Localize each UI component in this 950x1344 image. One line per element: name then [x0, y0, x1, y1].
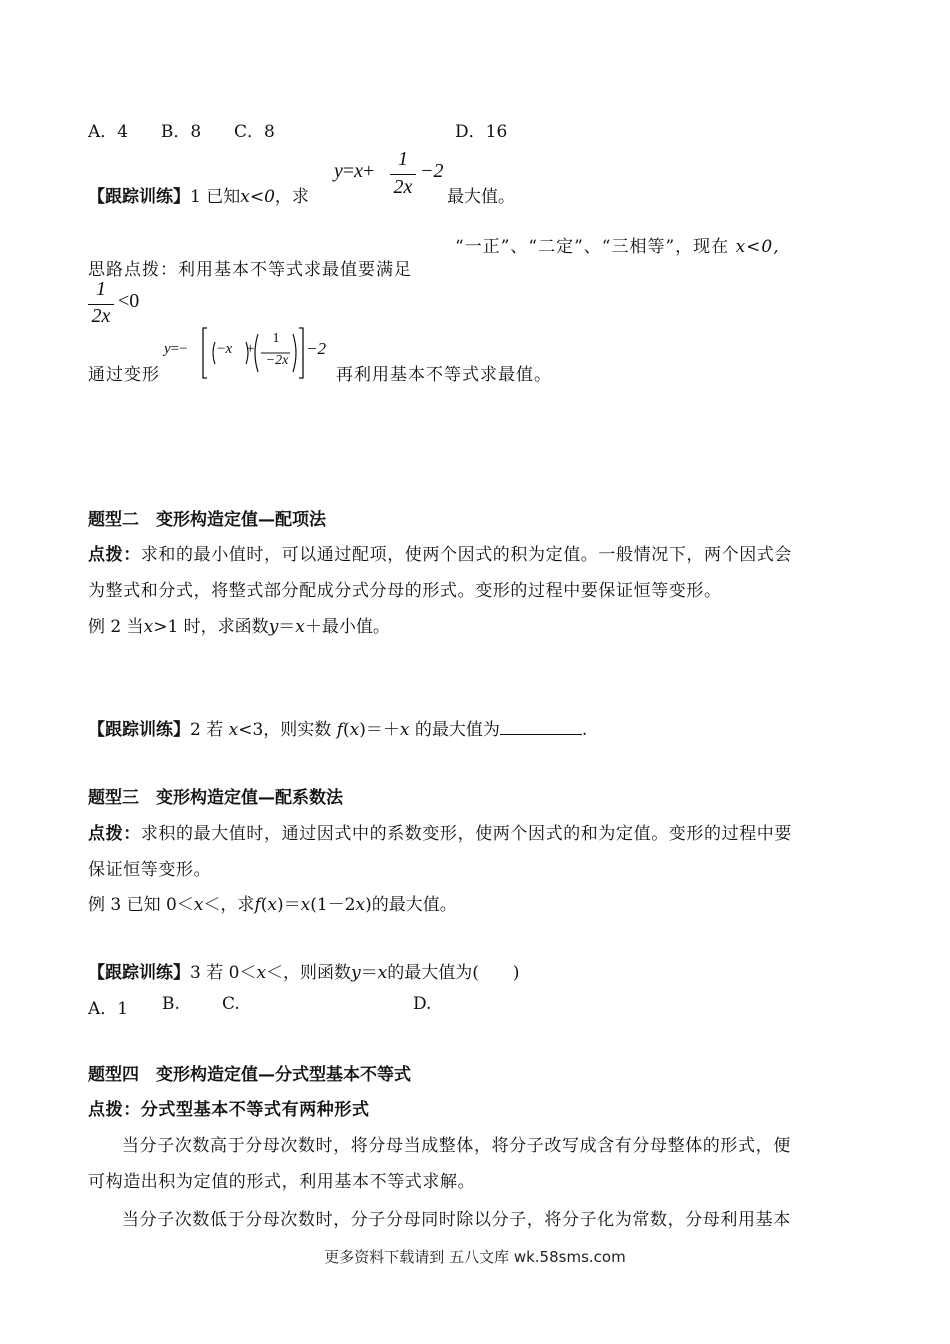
sec3-title: 题型三 变形构造定值—配系数法: [88, 788, 343, 808]
formula2-neg: −: [217, 341, 226, 357]
option-a: A．4: [88, 122, 129, 142]
option-c: C．8: [234, 122, 275, 142]
formula2-y: y: [164, 341, 171, 357]
train3-option-c: C.: [222, 994, 240, 1014]
sec3-example-b: ＜，求: [203, 895, 255, 915]
train3-x2: x: [377, 963, 388, 983]
formula1-den: 2x: [393, 176, 413, 198]
sec2-example-mid: >1 时，求函数: [153, 617, 269, 637]
formula2-num: 1: [272, 331, 280, 346]
formula2-den: −2x: [265, 353, 289, 368]
sec3-hint-line2: 保证恒等变形。: [88, 860, 212, 880]
sec2-example-end: ＋最小值。: [304, 617, 390, 637]
sec2-example-eq: ＝: [278, 617, 296, 637]
train3-line: [88, 958, 520, 983]
train3-option-a: A．1: [88, 999, 129, 1019]
formula2-minus: −2: [306, 339, 326, 358]
ineq-den: 2x: [91, 305, 111, 327]
formula2-plus: +: [246, 341, 255, 357]
train2-num: 2: [190, 720, 201, 740]
train2-x3: x: [399, 720, 410, 740]
sec4-hint: 点拨：分式型基本不等式有两种形式: [88, 1100, 370, 1120]
sec2-hint-label: 点拨：: [88, 545, 141, 565]
train2-tag: 【跟踪训练】: [88, 720, 190, 740]
train3-tag: 【跟踪训练】: [88, 963, 190, 983]
sec3-example: [88, 890, 457, 915]
hint1-cond: x<0,: [735, 237, 780, 257]
train2-x: x: [228, 720, 239, 740]
sec2-example-a: 例 2 当: [88, 617, 144, 637]
train2-a: 若: [206, 720, 224, 740]
ineq-rhs: <0: [118, 290, 140, 312]
sec2-example-x: x: [143, 617, 154, 637]
train3-a: 若 0＜: [206, 963, 257, 983]
hint1-quote: “一正”、“二定”、“三相等”，现在: [455, 237, 730, 257]
sec3-example-d: )＝: [276, 895, 301, 915]
train3-num: 3: [190, 963, 201, 983]
train3-c: ＝: [360, 963, 378, 983]
hint1-transform-suffix: 再利用基本不等式求最值。: [336, 365, 552, 385]
train3-option-d: D.: [413, 994, 432, 1014]
train1-text-a: 已知: [206, 187, 241, 207]
train2-b: <3，则实数: [238, 720, 332, 740]
formula2-x: x: [225, 341, 233, 357]
formula2-lhs: [164, 341, 188, 358]
sec3-example-x3: x: [300, 895, 311, 915]
formula1-minus: −2: [420, 160, 444, 182]
train2-x2: x: [349, 720, 360, 740]
sec2-title: 题型二 变形构造定值—配项法: [88, 510, 326, 530]
formula1-left: [334, 160, 374, 183]
hint1-label: 思路点拨：利用基本不等式求最值要满足: [88, 260, 412, 280]
train3-d: 的最大值为( ): [387, 963, 520, 983]
sec4-p1-line1: 当分子次数高于分母次数时，将分母当成整体，将分子改写成含有分母整体的形式，便: [122, 1136, 791, 1156]
sec4-p2-line1: 当分子次数低于分母次数时，分子分母同时除以分子，将分子化为常数，分母利用基本: [122, 1210, 791, 1230]
sec3-example-x: x: [193, 895, 204, 915]
formula1-fraction-bar: [390, 174, 416, 175]
q1-options: [88, 117, 275, 142]
sec3-example-a: 例 3 已知 0＜: [88, 895, 194, 915]
sec2-hint-line1: [88, 540, 792, 565]
sec3-example-c: (: [260, 895, 268, 915]
hint1-transform-prefix: 通过变形: [88, 365, 160, 385]
train2-f: f: [336, 720, 343, 740]
hint1-quote-line: [455, 232, 780, 257]
sec3-example-f: f: [254, 895, 261, 915]
train1-cond: x<0: [240, 187, 275, 207]
train2-end: .: [581, 720, 588, 740]
option-b: B．8: [160, 122, 202, 142]
formula1-x: x: [354, 160, 364, 182]
formula1-num: 1: [398, 148, 408, 170]
sec3-example-f-end: )的最大值。: [365, 895, 457, 915]
train2-c: (: [343, 720, 350, 740]
train2-line: [88, 715, 587, 740]
formula2-inner: [217, 341, 232, 358]
option-d: D．16: [455, 122, 508, 142]
sec3-hint-text1: 求积的最大值时，通过因式中的系数变形，使两个因式的和为定值。变形的过程中要: [140, 824, 793, 844]
formula1-plus: +: [363, 160, 375, 182]
sec3-hint-line1: [88, 819, 792, 844]
train2-d: )＝＋: [359, 720, 400, 740]
ineq-num: 1: [96, 278, 106, 300]
formula2-eq: =−: [170, 341, 188, 357]
sec3-hint-label: 点拨：: [88, 824, 141, 844]
page-footer: 更多资料下载请到 五八文库 wk.58sms.com: [324, 1248, 626, 1266]
train2-answer-blank: [500, 717, 582, 735]
train3-option-b: B.: [162, 994, 180, 1014]
train1-text-c: 最大值。: [447, 187, 515, 207]
sec3-example-x4: x: [355, 895, 366, 915]
sec3-example-x2: x: [267, 895, 277, 915]
sec2-example: [88, 612, 390, 637]
sec2-hint-text1: 求和的最小值时，可以通过配项，使两个因式的积为定值。一般情况下，两个因式会: [140, 545, 793, 565]
sec2-example-x2: x: [295, 617, 305, 637]
train3-b: ＜，则函数: [266, 963, 352, 983]
train1-line: [88, 182, 309, 207]
train1-num: 1: [190, 187, 201, 207]
train3-x: x: [256, 963, 267, 983]
sec4-title: 题型四 变形构造定值—分式型基本不等式: [88, 1065, 411, 1085]
train1-tag: 【跟踪训练】: [88, 187, 190, 207]
sec3-example-e: (1－2: [310, 895, 356, 915]
train3-y: y: [351, 963, 361, 983]
train1-text-b: ，求: [274, 187, 309, 207]
sec2-hint-line2: 为整式和分式，将整式部分配成分式分母的形式。变形的过程中要保证恒等变形。: [88, 581, 722, 601]
formula1-eq: =: [342, 160, 355, 182]
sec2-example-y: y: [268, 617, 279, 637]
sec4-p1-line2: 可构造出积为定值的形式，利用基本不等式求解。: [88, 1172, 476, 1192]
formula1-y: y: [334, 160, 343, 182]
train2-e: 的最大值为: [414, 720, 500, 740]
